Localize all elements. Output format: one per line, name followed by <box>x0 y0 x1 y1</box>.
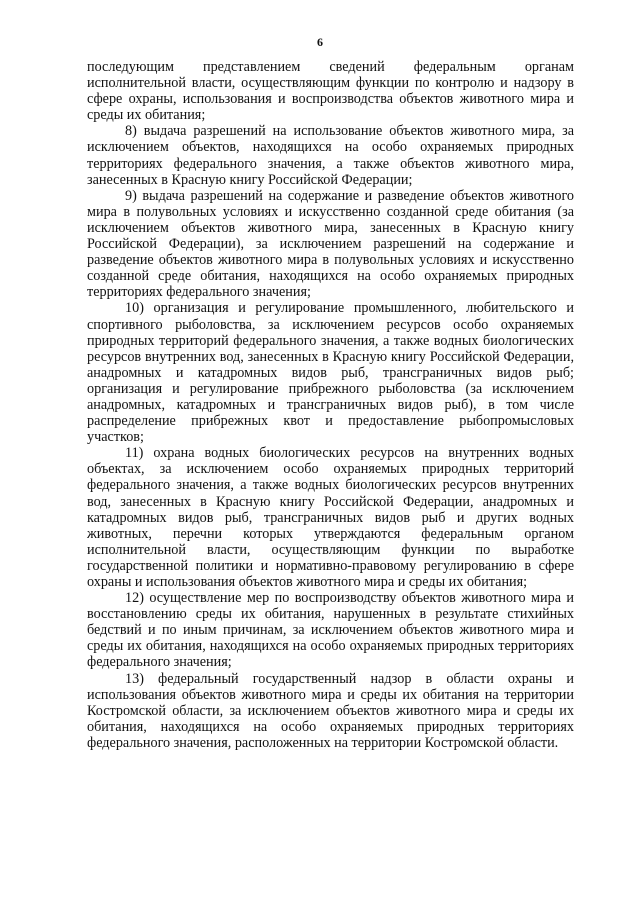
paragraph-item-12: 12) осуществление мер по воспроизводству объектов животного мира и восстановлению среды их обитания, нарушенных в результате стихийных бедствий и по иным причинам, за исключением объектов животного мира и среды их обитания, находящихся на особо охраняемых природных территориях федерального значения; <box>87 590 574 671</box>
document-body <box>87 59 574 751</box>
paragraph-item-8: 8) выдача разрешений на использование объектов животного мира, за исключением объектов, находящихся на особо охраняемых природных территориях федерального значения, а также объектов животного мира, занесенных в Красную книгу Российской Федерации; <box>87 123 574 188</box>
paragraph-item-9: 9) выдача разрешений на содержание и разведение объектов животного мира в полувольных условиях и искусственно созданной среде обитания (за исключением объектов животного мира, занесенных в Красную книгу Российской Федерации), за исключением разрешений на содержание и разведение объектов животного мира в полувольных условиях и искусственно созданной среде обитания, находящихся на особо охраняемых природных территориях федерального значения; <box>87 187 574 301</box>
page-number: 6 <box>317 35 323 49</box>
paragraph-continuation: последующим представлением сведений федеральным органам исполнительной власти, осуществляющим функции по контролю и надзору в сфере охраны, использования и воспроизводства объектов животного мира и среды их обитания; <box>87 59 574 124</box>
paragraph-item-11: 11) охрана водных биологических ресурсов на внутренних водных объектах, за исключением особо охраняемых природных территорий федерального значения, а также водных биологических ресурсов внутренних вод, занесенных в Красную книгу Российской Федерации, анадромных и катадромных видов рыб, трансграничных видов рыб и других водных животных, перечни которых утверждаются федеральным органом исполнительной власти, осуществляющим функции по выработке государственной политики и нормативно-правовому регулированию в сфере охраны и использования объектов животного мира и среды их обитания; <box>87 445 574 590</box>
paragraph-item-10: 10) организация и регулирование промышленного, любительского и спортивного рыболовства, за исключением ресурсов особо охраняемых природных территорий федерального значения, а также водных биологических ресурсов внутренних вод, занесенных в Красную книгу Российской Федерации, анадромных и катадромных видов рыб, трансграничных видов рыб; организация и регулирование прибрежного рыболовства (за исключением анадромных, катадромных и трансграничных видов рыб), в том числе распределение прибрежных квот и предоставление рыбопромысловых участков; <box>87 300 574 446</box>
paragraph-item-13: 13) федеральный государственный надзор в области охраны и использования объектов животного мира и среды их обитания на территории Костромской области, за исключением объектов животного мира и среды их обитания, находящихся на особо охраняемых природных территориях федерального значения, расположенных на территории Костромской области. <box>87 670 574 751</box>
